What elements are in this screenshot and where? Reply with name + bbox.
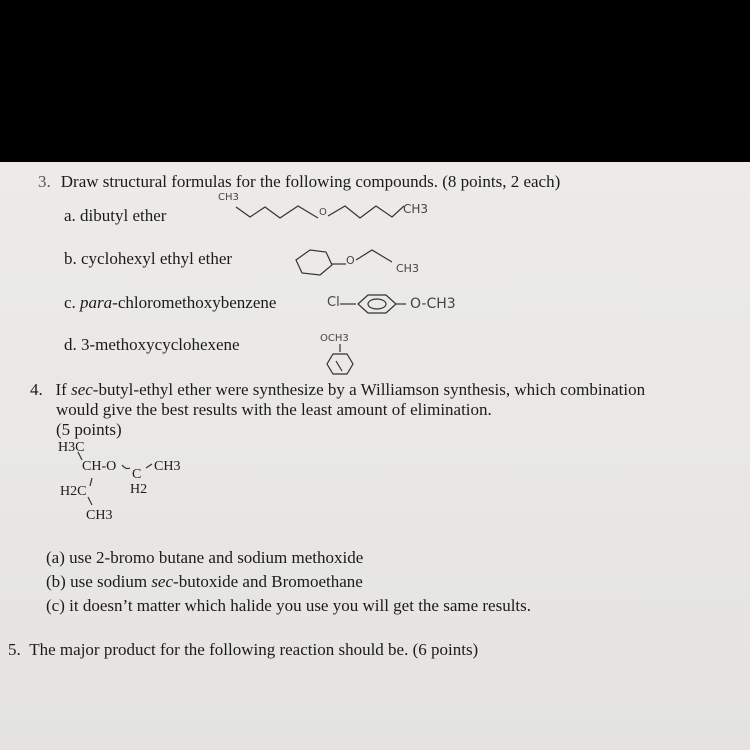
- item-b-label: b.: [64, 249, 77, 268]
- option-a: [46, 548, 363, 568]
- option-c-text: it doesn’t matter which halide you use you will get the same results.: [69, 596, 532, 615]
- cyclohexene-ring-d: [327, 354, 353, 374]
- question-4-line-2: would give the best results with the least amount of elimination.: [56, 400, 492, 419]
- ethyl-chain-b2: [356, 250, 392, 262]
- option-b-label: (b): [46, 572, 66, 591]
- question-3-text: Draw structural formulas for the following compounds. (8 points, 2 each): [60, 172, 561, 191]
- struct-ch3-bottom: CH3: [86, 508, 113, 523]
- struct-h2: H2: [130, 482, 148, 497]
- hand-d-och3: OCH3: [320, 333, 349, 344]
- item-a-text: dibutyl ether: [80, 206, 167, 225]
- hand-b-ch3: CH3: [396, 262, 419, 275]
- struct-ch3-right: CH3: [154, 459, 181, 474]
- option-c: [46, 596, 531, 616]
- option-c-label: (c): [46, 596, 65, 615]
- option-b-text-b: -butoxide and Bromoethane: [173, 572, 363, 591]
- worksheet-page: [0, 162, 750, 750]
- hand-a-ch3-right: CH3: [403, 202, 429, 216]
- item-a-label: a.: [64, 206, 76, 225]
- ether-bond-wave: [122, 465, 130, 469]
- question-5: [8, 640, 478, 660]
- ethyl-bond-down: [88, 497, 92, 505]
- question-4-text-b: -butyl-ethyl ether were synthesize by a Williamson synthesis, which combination: [92, 380, 646, 399]
- option-b: [46, 572, 363, 592]
- double-bond-d: [336, 361, 342, 371]
- question-5-text: The major product for the following reaction should be. (6 points): [29, 640, 479, 659]
- struct-h3c: H3C: [58, 440, 85, 455]
- option-b-text-a: use sodium: [70, 572, 152, 591]
- ether-bond-right: [146, 464, 152, 468]
- hand-a-oxygen: O: [319, 207, 327, 218]
- struct-c: C: [132, 467, 142, 482]
- cyclohexane-ring-b: [296, 250, 332, 275]
- struct-ch-o: CH-O: [82, 459, 117, 474]
- item-d-label: d.: [64, 335, 77, 354]
- benzene-circle-c: [368, 299, 386, 309]
- dibutyl-left-chain: [236, 206, 318, 218]
- option-a-label: (a): [46, 548, 65, 567]
- hand-a-ch3-left: CH3: [218, 192, 239, 203]
- question-3-number: 3.: [38, 172, 51, 191]
- question-4-text-a: If: [55, 380, 72, 399]
- ether-bond-down: [90, 478, 92, 486]
- item-c-prefix: para: [80, 293, 113, 312]
- question-5-number: 5.: [8, 640, 21, 659]
- item-c-label: c.: [64, 293, 76, 312]
- question-4-line-1: [30, 380, 645, 400]
- hand-c-chlorine: Cl: [327, 295, 340, 310]
- item-c-text: -chloromethoxybenzene: [112, 293, 277, 312]
- benzene-ring-c: [358, 295, 396, 313]
- item-b-text: cyclohexyl ethyl ether: [81, 249, 233, 268]
- question-4-sec: sec: [71, 380, 93, 399]
- hand-b-oxygen: O: [346, 254, 355, 267]
- option-a-text: use 2-bromo butane and sodium methoxide: [69, 548, 364, 567]
- dibutyl-right-chain: [328, 206, 404, 218]
- handwritten-structures: [0, 162, 750, 750]
- item-d-text: 3-methoxycyclohexene: [81, 335, 240, 354]
- question-4-number: 4.: [30, 380, 43, 399]
- option-b-sec: sec: [151, 572, 174, 591]
- question-4-line-3: (5 points): [56, 420, 122, 439]
- hand-c-methoxy: O-CH3: [410, 296, 456, 312]
- struct-h2c: H2C: [60, 484, 87, 499]
